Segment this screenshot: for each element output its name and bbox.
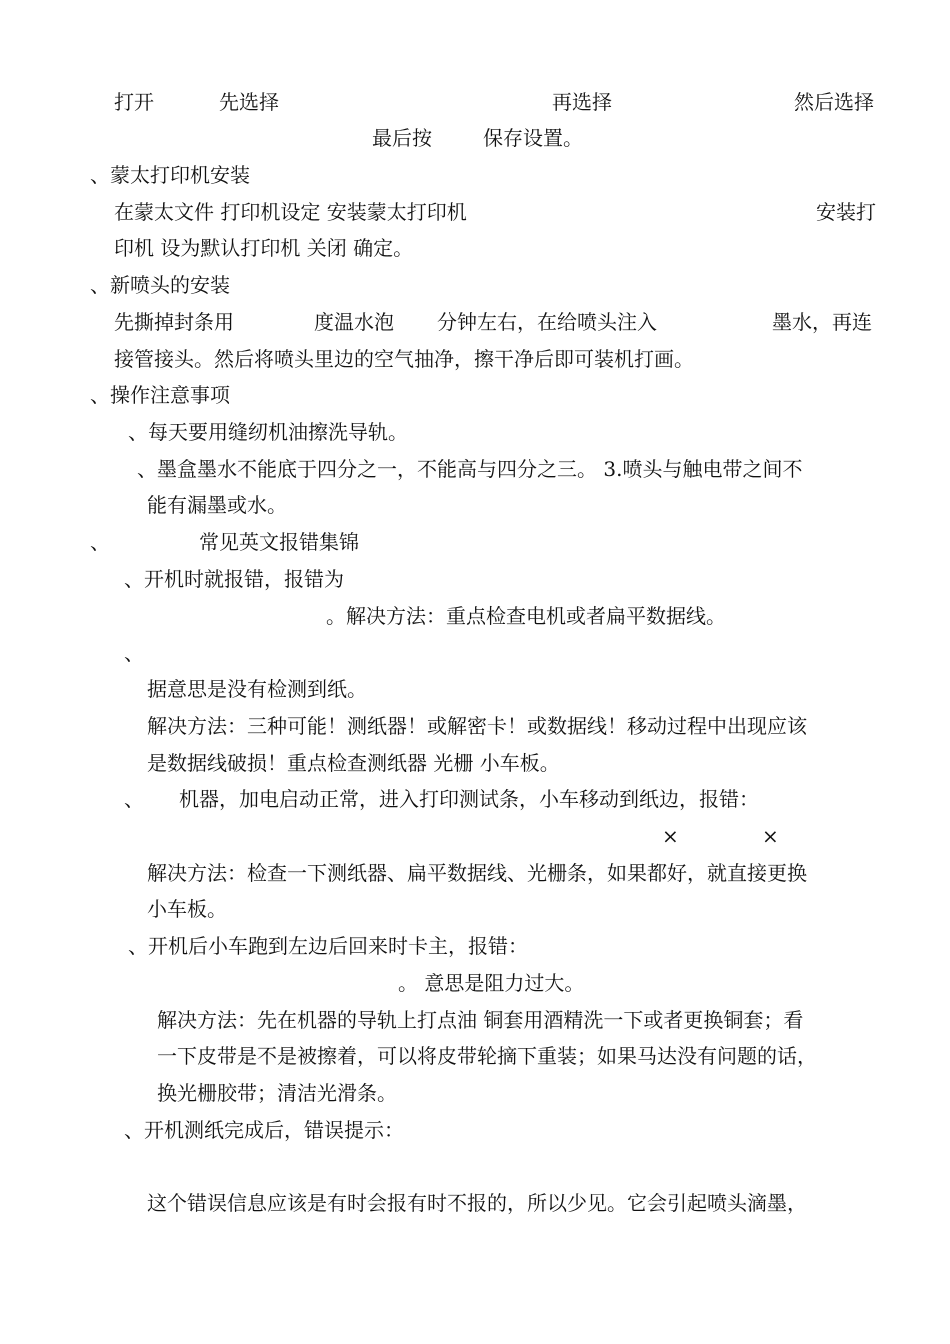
text-line: 。解决方法：重点检查电机或者扁平数据线。	[326, 604, 726, 628]
text-line: 安装打	[816, 200, 876, 224]
text-line: 一下皮带是不是被擦着，可以将皮带轮摘下重装；如果马达没有问题的话，	[157, 1044, 817, 1068]
text-line: 先撕掉封条用	[114, 310, 234, 334]
section-heading: 、新喷头的安装	[90, 273, 230, 297]
text-line: 换光栅胶带；清洁光滑条。	[157, 1081, 397, 1105]
text-line: 、墨盒墨水不能底于四分之一，不能高与四分之三。 3.喷头与触电带之间不	[137, 457, 803, 481]
text-line: 解决方法：检查一下测纸器、扁平数据线、光栅条，如果都好，就直接更换	[147, 861, 807, 885]
text-line: 分钟左右，在给喷头注入	[437, 310, 657, 334]
text-line: 这个错误信息应该是有时会报有时不报的，所以少见。它会引起喷头滴墨，	[147, 1191, 807, 1215]
text-line: 能有漏墨或水。	[147, 493, 287, 517]
text-line: 机器，加电启动正常，进入打印测试条，小车移动到纸边，报错：	[179, 787, 759, 811]
text-line: 度温水泡	[314, 310, 394, 334]
text-line: 、每天要用缝纫机油擦洗导轨。	[128, 420, 408, 444]
text-line: 最后按	[372, 126, 432, 150]
text-line: 小车板。	[147, 897, 227, 921]
text-line: 墨水，再连	[772, 310, 872, 334]
text-line: 、	[124, 641, 144, 665]
section-heading: 常见英文报错集锦	[199, 530, 359, 554]
text-line: 印机 设为默认打印机 关闭 确定。	[114, 236, 414, 260]
text-line: 据意思是没有检测到纸。	[147, 677, 367, 701]
text-line: 在蒙太文件 打印机设定 安装蒙太打印机	[114, 200, 467, 224]
text-line: 接管接头。然后将喷头里边的空气抽净，擦干净后即可装机打画。	[114, 347, 694, 371]
text-line: 。 意思是阻力过大。	[398, 971, 585, 995]
section-heading-marker: 、	[90, 530, 110, 554]
text-line: 解决方法：先在机器的导轨上打点油 铜套用酒精洗一下或者更换铜套；看	[157, 1008, 804, 1032]
multiply-sign: ×	[762, 824, 779, 848]
text-line: 解决方法：三种可能！测纸器！或解密卡！或数据线！移动过程中出现应该	[147, 714, 807, 738]
text-line: 打开	[114, 90, 154, 114]
text-line: 、开机测纸完成后，错误提示：	[124, 1118, 404, 1142]
text-line: 然后选择	[794, 90, 874, 114]
text-line: 、	[124, 787, 144, 811]
section-heading: 、蒙太打印机安装	[90, 163, 250, 187]
text-line: 保存设置。	[483, 126, 583, 150]
multiply-sign: ×	[662, 824, 679, 848]
text-line: 再选择	[552, 90, 612, 114]
text-line: 是数据线破损！重点检查测纸器 光栅 小车板。	[147, 751, 560, 775]
section-heading: 、操作注意事项	[90, 383, 230, 407]
text-line: 先选择	[219, 90, 279, 114]
text-line: 、开机时就报错，报错为	[124, 567, 344, 591]
text-line: 、开机后小车跑到左边后回来时卡主，报错：	[128, 934, 528, 958]
